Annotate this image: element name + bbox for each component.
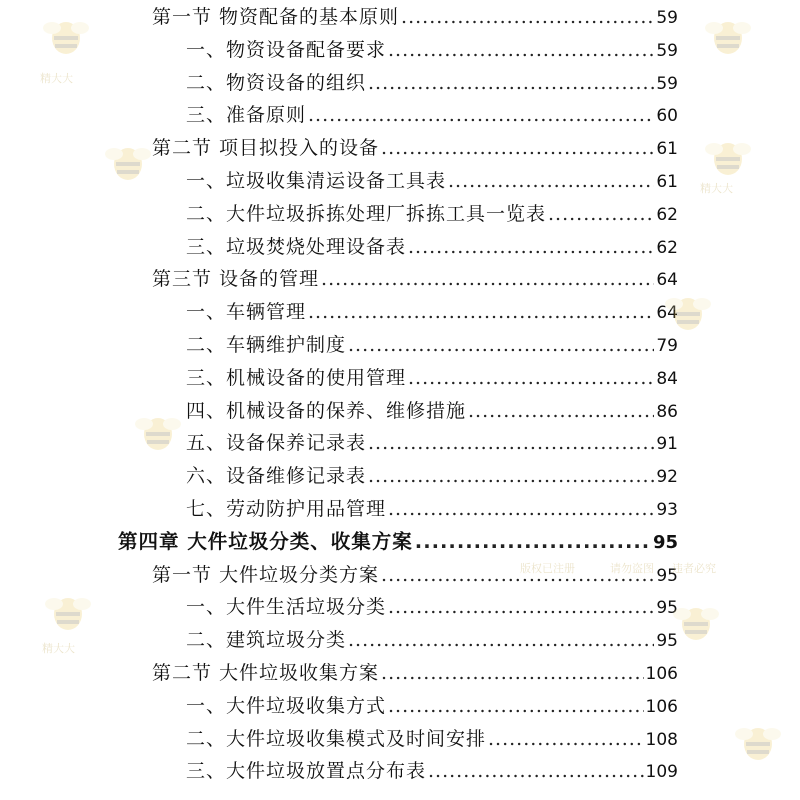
toc-dot-leader xyxy=(381,660,644,686)
toc-entry-title: 第一节 大件垃圾分类方案 xyxy=(152,563,380,586)
toc-entry-title: 第二节 大件垃圾收集方案 xyxy=(152,662,380,684)
toc-entry-title: 一、大件垃圾收集方式 xyxy=(186,694,387,717)
toc-entry-title: 一、物资设备配备要求 xyxy=(186,38,387,61)
toc-entry-title: 七、劳动防护用品管理 xyxy=(186,498,387,520)
toc-entry-title: 五、设备保养记录表 xyxy=(186,432,367,455)
toc-page-number: 95 xyxy=(656,565,678,586)
toc-dot-leader xyxy=(415,529,651,555)
toc-entry-title: 二、建筑垃圾分类 xyxy=(186,629,347,652)
toc-dot-leader xyxy=(388,496,654,522)
toc-page-number: 60 xyxy=(656,106,678,127)
toc-page-number: 95 xyxy=(656,598,678,619)
toc-entry-title: 四、机械设备的保养、维修措施 xyxy=(186,399,467,422)
toc-subsection-row xyxy=(186,332,678,359)
toc-subsection-row xyxy=(186,201,678,228)
toc-dot-leader xyxy=(468,398,654,424)
toc-entry-title: 二、大件垃圾拆拣处理厂拆拣工具一览表 xyxy=(186,202,547,225)
toc-subsection-row xyxy=(186,430,678,457)
watermark-notice: 请勿盗图 xyxy=(610,562,654,575)
toc-dot-leader xyxy=(401,4,654,30)
toc-dot-leader xyxy=(388,37,654,63)
toc-entry-title: 第一节 物资配备的基本原则 xyxy=(152,6,400,28)
toc-subsection-row xyxy=(186,398,678,425)
toc-entry-title: 二、车辆维护制度 xyxy=(186,334,347,356)
toc-dot-leader xyxy=(388,693,644,719)
toc-entry-title: 六、设备维修记录表 xyxy=(186,465,367,488)
watermark-notice: 版权已注册 xyxy=(520,562,575,575)
toc-page-number: 95 xyxy=(652,531,678,553)
toc-page-number: 62 xyxy=(656,237,678,258)
toc-dot-leader xyxy=(368,463,654,489)
toc-subsection-row xyxy=(186,627,678,654)
toc-dot-leader xyxy=(348,627,654,653)
watermark-notice: 违者必究 xyxy=(672,562,716,575)
toc-page-number: 79 xyxy=(656,336,678,356)
toc-subsection-row xyxy=(186,758,678,785)
toc-entry-title: 第四章 大件垃圾分类、收集方案 xyxy=(118,529,413,553)
toc-entry-title: 一、车辆管理 xyxy=(186,301,307,324)
toc-dot-leader xyxy=(388,594,654,620)
toc-page-number: 62 xyxy=(656,204,678,225)
toc-entry-title: 第二节 项目拟投入的设备 xyxy=(152,137,380,160)
toc-section-row xyxy=(152,266,678,293)
toc-subsection-row xyxy=(186,693,678,720)
toc-section-row xyxy=(152,562,678,589)
toc-dot-leader xyxy=(368,70,654,96)
toc-page-number: 59 xyxy=(656,73,678,94)
toc-dot-leader xyxy=(308,299,654,325)
toc-dot-leader xyxy=(488,726,644,752)
toc-section-row xyxy=(152,660,678,687)
toc-page-number: 108 xyxy=(645,729,678,750)
toc-subsection-row xyxy=(186,496,678,523)
toc-subsection-row xyxy=(186,37,678,64)
toc-subsection-row xyxy=(186,234,678,261)
toc-dot-leader xyxy=(308,102,654,128)
toc-page-number: 106 xyxy=(645,664,678,684)
toc-dot-leader xyxy=(548,201,654,227)
toc-subsection-row xyxy=(186,594,678,621)
toc-entry-title: 三、垃圾焚烧处理设备表 xyxy=(186,235,407,258)
toc-page-number: 106 xyxy=(645,696,678,717)
watermark-brand: 精大大 xyxy=(40,72,73,85)
watermark-brand: 精大大 xyxy=(700,182,733,195)
toc-entry-title: 三、机械设备的使用管理 xyxy=(186,366,407,389)
toc-dot-leader xyxy=(368,430,654,456)
toc-entry-title: 三、大件垃圾放置点分布表 xyxy=(186,760,427,783)
toc-subsection-row xyxy=(186,463,678,490)
toc-dot-leader xyxy=(321,266,654,292)
toc-page-number: 84 xyxy=(656,368,678,389)
toc-dot-leader xyxy=(448,168,654,194)
toc-entry-title: 二、物资设备的组织 xyxy=(186,71,367,94)
toc-dot-leader xyxy=(408,365,654,391)
toc-page-number: 64 xyxy=(656,270,678,291)
toc-entry-title: 二、大件垃圾收集模式及时间安排 xyxy=(186,727,487,750)
toc-dot-leader xyxy=(381,562,654,588)
toc-dot-leader xyxy=(428,758,644,784)
toc-page-number: 61 xyxy=(656,172,678,192)
toc-page-number: 64 xyxy=(656,303,678,324)
toc-page-number: 109 xyxy=(645,762,678,783)
toc-page-number: 95 xyxy=(656,631,678,652)
toc-page-number: 93 xyxy=(656,500,678,520)
toc-page-number: 91 xyxy=(656,434,678,455)
toc-page-number: 86 xyxy=(656,401,678,422)
toc-entry-title: 一、垃圾收集清运设备工具表 xyxy=(186,170,447,192)
toc-entry-title: 一、大件生活垃圾分类 xyxy=(186,596,387,619)
toc-page-number: 92 xyxy=(656,467,678,488)
toc-subsection-row xyxy=(186,168,678,195)
toc-page-number: 59 xyxy=(656,8,678,28)
toc-subsection-row xyxy=(186,70,678,97)
toc-entry-title: 三、准备原则 xyxy=(186,104,307,127)
toc-page-number: 59 xyxy=(656,40,678,61)
toc-section-row xyxy=(152,135,678,162)
watermark-brand: 精大大 xyxy=(42,642,75,655)
toc-subsection-row xyxy=(186,365,678,392)
toc-chapter-row xyxy=(118,529,678,556)
toc-dot-leader xyxy=(348,332,654,358)
toc-subsection-row xyxy=(186,726,678,753)
toc-entry-title: 第三节 设备的管理 xyxy=(152,268,320,291)
toc-section-row xyxy=(152,4,678,31)
toc-dot-leader xyxy=(408,234,654,260)
toc-dot-leader xyxy=(381,135,654,161)
toc-subsection-row xyxy=(186,299,678,326)
toc-page-number: 61 xyxy=(656,139,678,160)
toc-subsection-row xyxy=(186,102,678,129)
